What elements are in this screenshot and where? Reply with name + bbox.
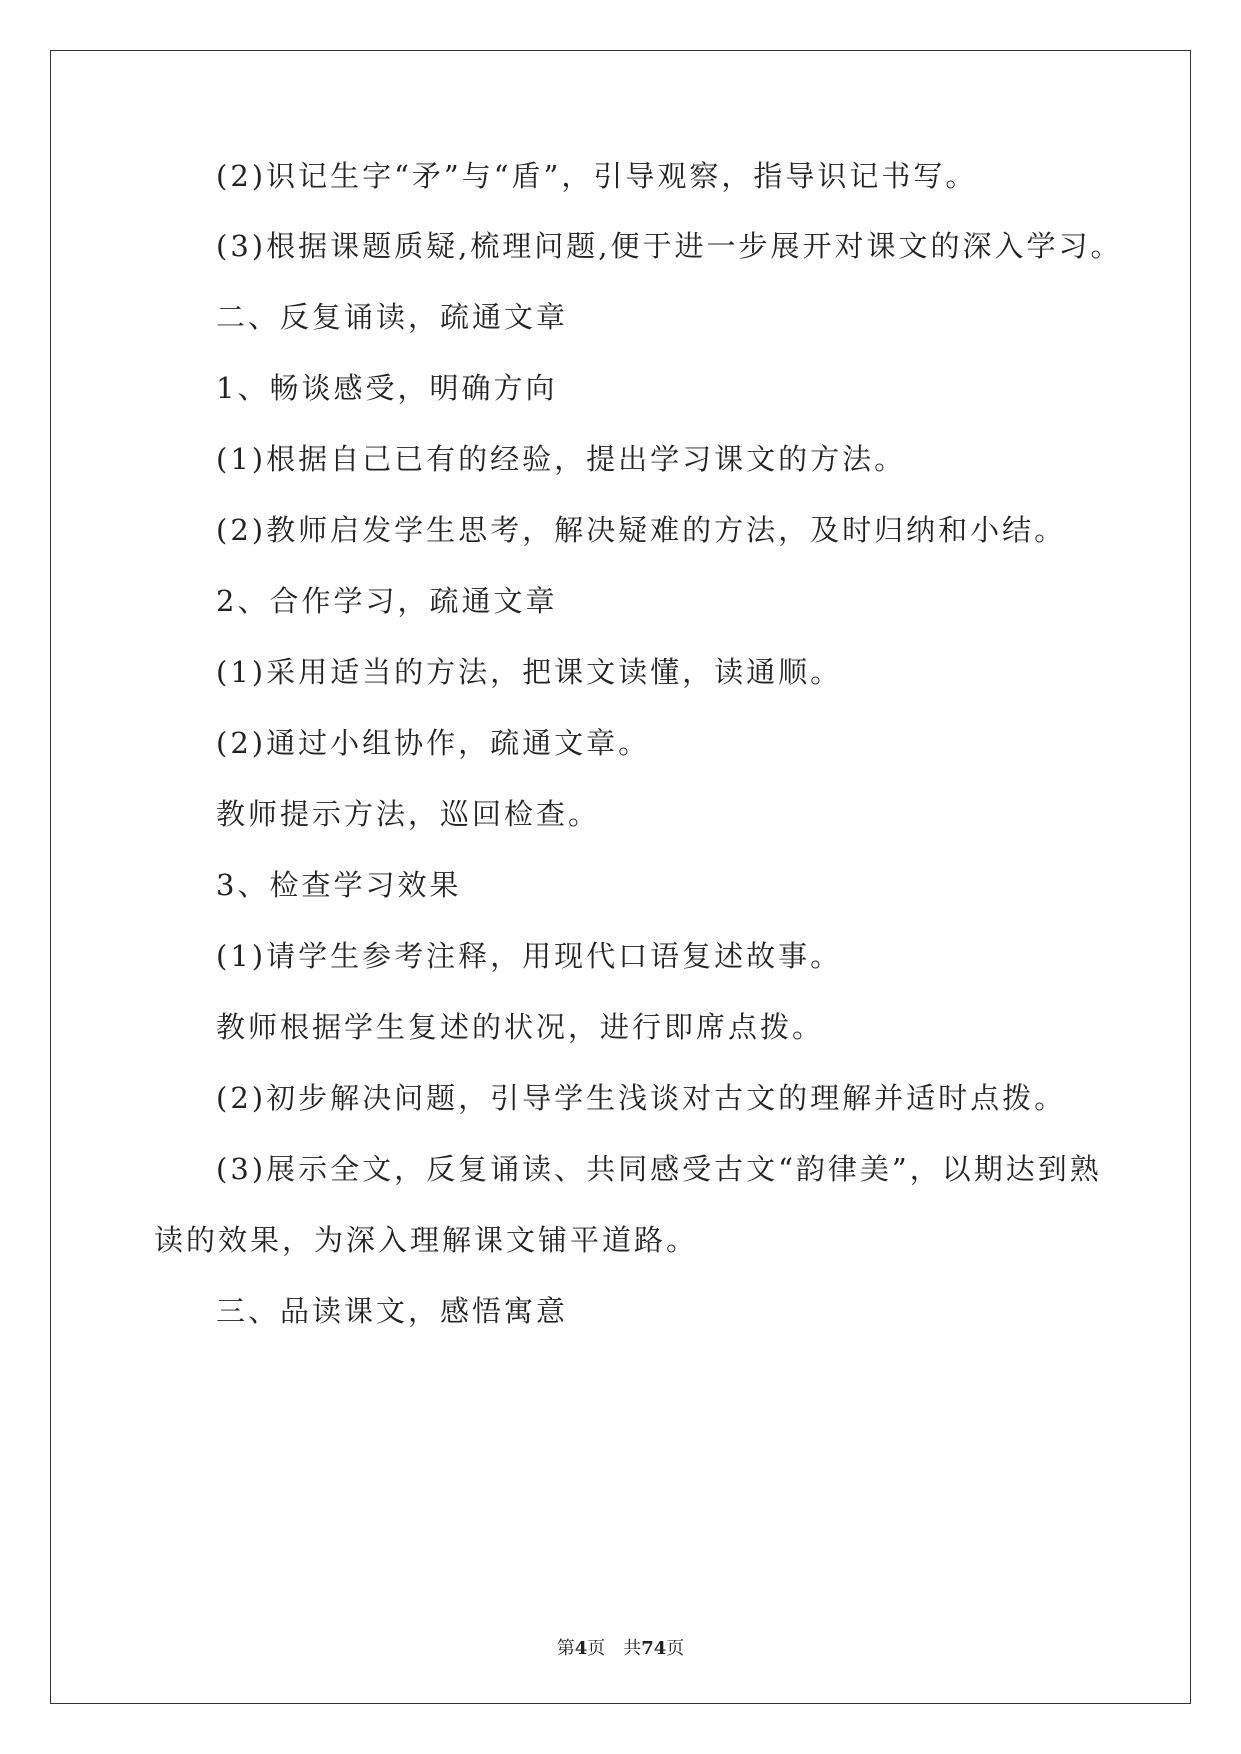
- subsection-heading: 1、畅谈感受，明确方向: [216, 371, 558, 405]
- paragraph-continuation: 读的效果，为深入理解课文铺平道路。: [154, 1223, 699, 1257]
- paragraph: (2)初步解决问题，引导学生浅谈对古文的理解并适时点拨。: [216, 1081, 1067, 1115]
- paragraph: (1)根据自己已有的经验，提出学习课文的方法。: [216, 442, 907, 476]
- section-heading: 二、反复诵读，疏通文章: [216, 300, 569, 334]
- footer-prefix: 第: [556, 1638, 575, 1659]
- paragraph: 教师根据学生复述的状况，进行即席点拨。: [216, 1010, 825, 1044]
- footer-mid: 页 共: [587, 1638, 642, 1659]
- paragraph: (1)请学生参考注释，用现代口语复述故事。: [216, 939, 843, 973]
- paragraph: 教师提示方法，巡回检查。: [216, 797, 601, 831]
- subsection-heading: 2、合作学习，疏通文章: [216, 584, 558, 618]
- subsection-heading: 3、检查学习效果: [216, 868, 462, 902]
- page-footer: [51, 1634, 1190, 1660]
- page-frame: [50, 50, 1191, 1704]
- paragraph: (3)根据课题质疑,梳理问题,便于进一步展开对课文的深入学习。: [216, 229, 1123, 263]
- footer-suffix: 页: [666, 1638, 685, 1659]
- section-heading: 三、品读课文，感悟寓意: [216, 1294, 569, 1328]
- total-pages-number: 74: [641, 1638, 667, 1659]
- paragraph: (3)展示全文，反复诵读、共同感受古文“韵律美”，以期达到熟: [216, 1152, 1102, 1186]
- current-page-number: 4: [574, 1638, 588, 1659]
- paragraph: (1)采用适当的方法，把课文读懂，读通顺。: [216, 655, 843, 689]
- paragraph: (2)教师启发学生思考，解决疑难的方法，及时归纳和小结。: [216, 513, 1067, 547]
- paragraph: (2)识记生字“矛”与“盾”，引导观察，指导识记书写。: [216, 159, 978, 193]
- paragraph: (2)通过小组协作，疏通文章。: [216, 726, 651, 760]
